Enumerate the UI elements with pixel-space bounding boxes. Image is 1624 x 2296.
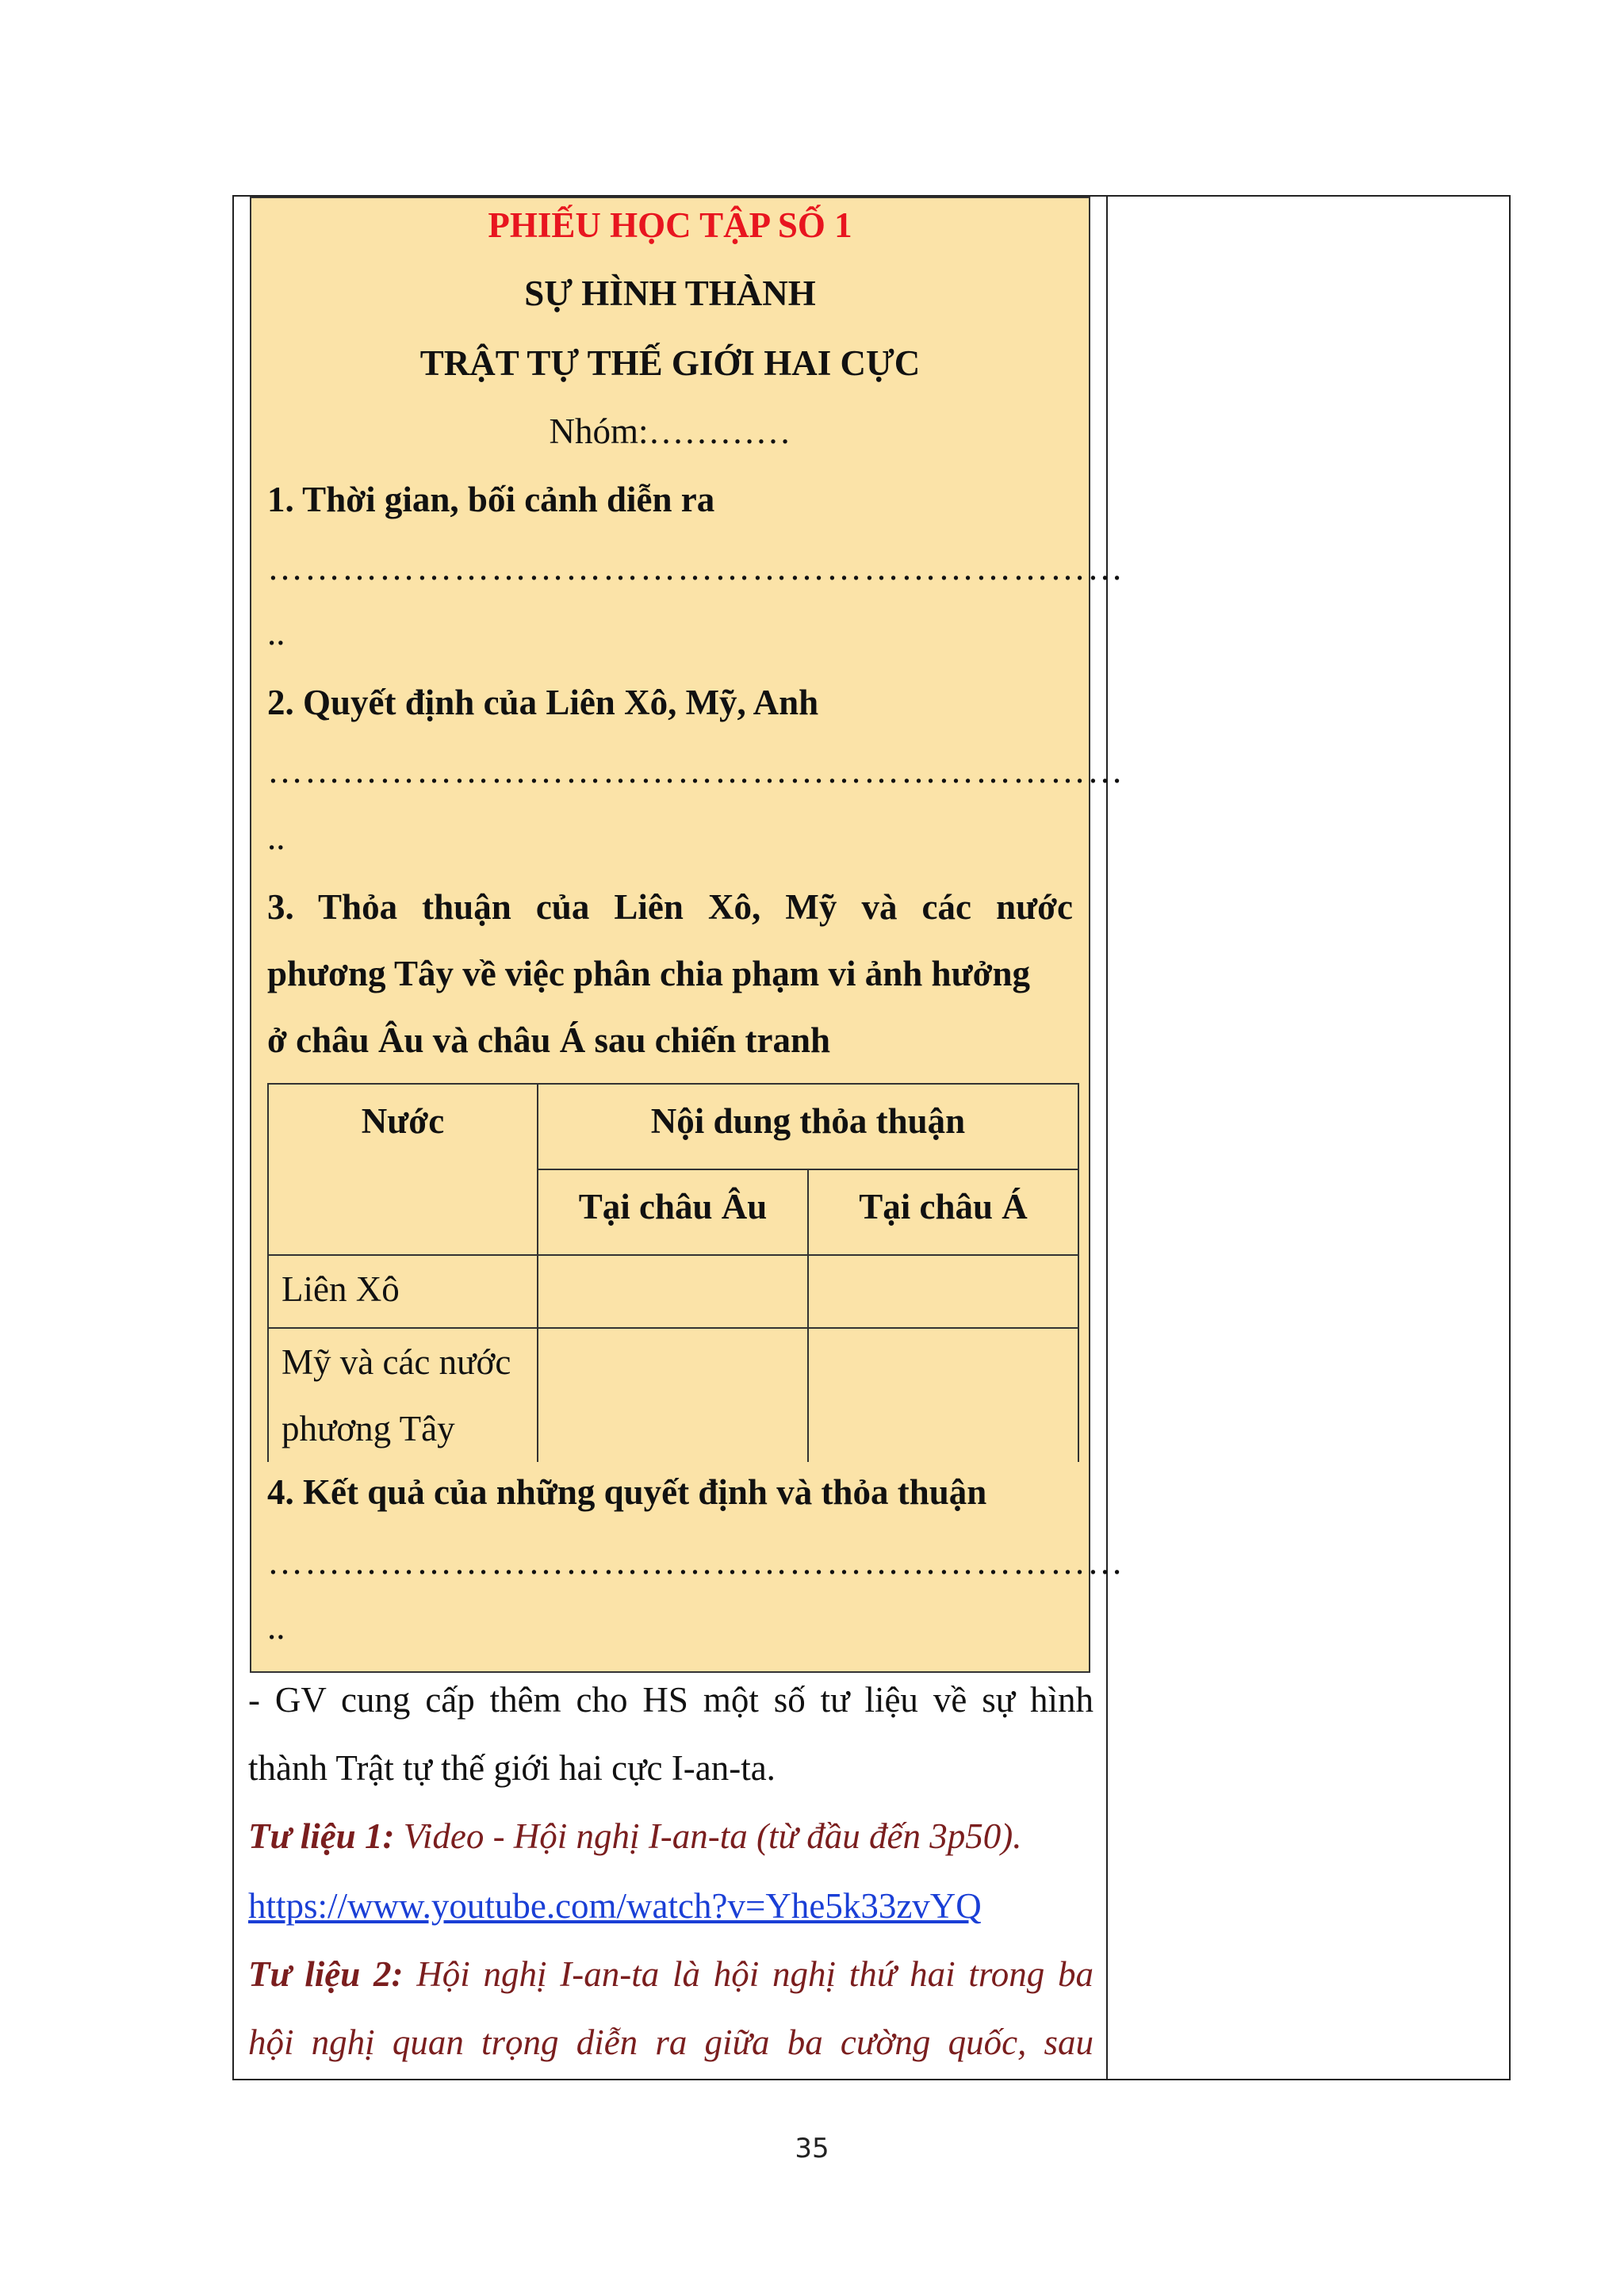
group-field: Nhóm:………… [549,411,791,451]
document-2-line-2: hội nghị quan trọng diễn ra giữa ba cường quốc, sau [248,2022,1094,2062]
worksheet-subtitle-1: SỰ HÌNH THÀNH [524,274,816,313]
answer-dots-4-tail: .. [267,1607,285,1647]
table-bottom-cover [267,1462,1079,1470]
question-2: 2. Quyết định của Liên Xô, Mỹ, Anh [267,683,819,722]
document-1-text: Video - Hội nghị I-an-ta (từ đầu đến 3p50). [394,1816,1022,1856]
header-europe: Tại châu Âu [538,1169,808,1255]
question-4: 4. Kết quả của những quyết định và thỏa thuận [267,1472,987,1512]
answer-dots-2-tail: .. [267,817,285,857]
cell-soviet-asia [808,1255,1078,1328]
gv-note-line-2: thành Trật tự thế giới hai cực I-an-ta. [248,1748,776,1788]
row-soviet: Liên Xô [268,1255,538,1328]
question-1: 1. Thời gian, bối cảnh diễn ra [267,480,715,519]
document-1 [248,1816,1097,1857]
document-1-label: Tư liệu 1: [248,1816,395,1856]
header-country: Nước [268,1084,538,1255]
worksheet-title: PHIẾU HỌC TẬP SỐ 1 [488,205,852,245]
header-content: Nội dung thỏa thuận [538,1084,1078,1169]
header-asia: Tại châu Á [808,1169,1078,1255]
row-us-west-line-2: phương Tây [282,1409,455,1448]
row-us-west [268,1328,538,1464]
answer-dots-2: …………………………………………………………… [267,751,1124,790]
document-2-text-1: Hội nghị I-an-ta là hội nghị thứ hai trong ba [403,1954,1094,1994]
page-number: 35 [795,2133,829,2164]
question-3-line-3: ở châu Âu và châu Á sau chiến tranh [267,1020,831,1060]
gv-note-line-1: - GV cung cấp thêm cho HS một số tư liệu về sự hình [248,1680,1094,1720]
cell-us-europe [538,1328,808,1464]
answer-dots-1: …………………………………………………………… [267,548,1124,587]
worksheet-box [250,197,1124,1673]
answer-dots-1-tail: .. [267,613,285,652]
worksheet-subtitle-2: TRẬT TỰ THẾ GIỚI HAI CỰC [419,343,921,383]
document-2-label: Tư liệu 2: [248,1954,404,1994]
video-link-row [248,1885,1097,1927]
cell-us-asia [808,1328,1078,1464]
lesson-table [232,195,1511,2080]
answer-dots-4: …………………………………………………………… [267,1542,1124,1582]
agreement-table [267,1083,1079,1465]
video-link[interactable]: https://www.youtube.com/watch?v=Yhe5k33zvYQ [248,1886,982,1926]
row-us-west-line-1: Mỹ và các nước [282,1342,511,1382]
column-divider [1106,197,1108,2079]
document-2-line-1 [248,1954,1094,1995]
question-3-line-2: phương Tây về việc phân chia phạm vi ảnh hưởng [267,954,1031,993]
question-3-line-1: 3. Thỏa thuận của Liên Xô, Mỹ và các nước [267,887,1073,927]
cell-soviet-europe [538,1255,808,1328]
